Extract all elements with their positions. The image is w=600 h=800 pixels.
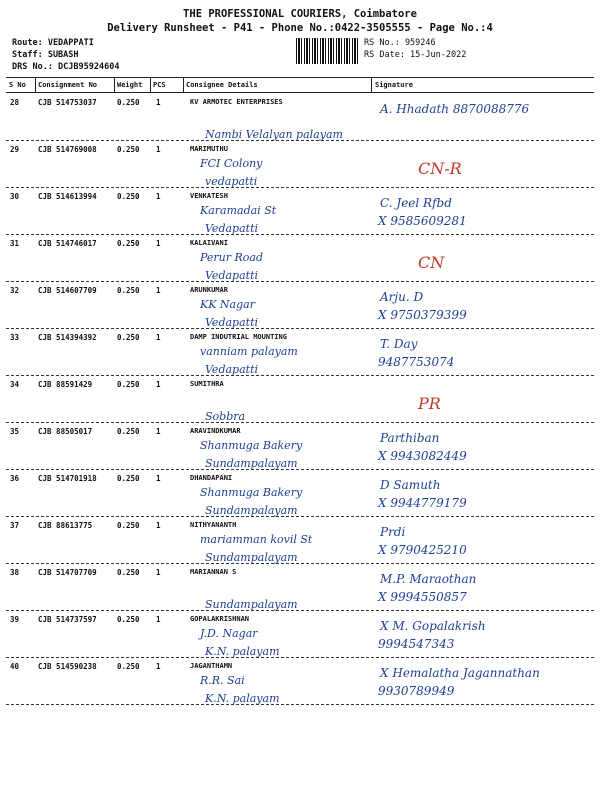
handwritten-address-line2: Sundampalayam (205, 598, 298, 611)
cell-consignment-no: CJB 514746017 (38, 239, 97, 248)
barcode (296, 38, 360, 64)
cell-consignment-no: CJB 514394392 (38, 333, 97, 342)
cell-consignment-no: CJB 514707709 (38, 568, 97, 577)
table-row (0, 611, 600, 658)
cell-consignment-no: CJB 514613994 (38, 192, 97, 201)
cell-consignee-name: DHANDAPANI (190, 474, 233, 482)
table-row (0, 188, 600, 235)
cell-pcs: 1 (156, 286, 161, 295)
table-row (0, 564, 600, 611)
handwritten-phone: 9487753074 (378, 355, 455, 369)
handwritten-signature: Arju. D (380, 290, 424, 304)
document-title: THE PROFESSIONAL COURIERS, Coimbatore (183, 8, 417, 20)
handwritten-phone: X 9943082449 (378, 449, 467, 463)
handwritten-address-line2: Vedapatti (205, 269, 259, 282)
handwritten-phone: 9930789949 (378, 684, 455, 698)
table-row (0, 141, 600, 188)
cell-sno: 30 (10, 192, 20, 201)
handwritten-remark: PR (418, 394, 441, 413)
handwritten-address-line2: Sundampalayam (205, 551, 298, 564)
cell-weight: 0.250 (117, 333, 140, 342)
handwritten-address-line2: vedapatti (205, 175, 258, 188)
handwritten-address-line1: J.D. Nagar (200, 627, 258, 640)
cell-pcs: 1 (156, 239, 161, 248)
cell-sno: 36 (10, 474, 20, 483)
table-row (0, 329, 600, 376)
cell-consignment-no: CJB 514769008 (38, 145, 97, 154)
handwritten-signature: M.P. Maraothan (380, 572, 477, 586)
handwritten-signature: A. Hhadath 8870088776 (380, 102, 530, 116)
cell-consignee-name: DAMP INDUTRIAL MOUNTING (190, 333, 287, 341)
cell-sno: 29 (10, 145, 20, 154)
handwritten-address-line2: Sobbra (205, 410, 246, 423)
table-top-border (6, 77, 594, 78)
cell-pcs: 1 (156, 333, 161, 342)
column-header-consignment: Consignment No (38, 81, 98, 89)
handwritten-signature: X M. Gopalakrish (380, 619, 486, 633)
cell-pcs: 1 (156, 615, 161, 624)
cell-sno: 40 (10, 662, 20, 671)
cell-consignment-no: CJB 514753037 (38, 98, 97, 107)
column-header-weight: Weight (117, 81, 143, 89)
handwritten-address-line2: Vedapatti (205, 363, 259, 376)
cell-pcs: 1 (156, 662, 161, 671)
cell-consignee-name: KV ARMOTEC ENTERPRISES (190, 98, 283, 106)
handwritten-phone: X 9750379399 (378, 308, 467, 322)
cell-consignee-name: SUMITHRA (190, 380, 224, 388)
cell-consignment-no: CJB 88613775 (38, 521, 93, 530)
cell-sno: 34 (10, 380, 20, 389)
handwritten-address-line2: Sundampalayam (205, 457, 298, 470)
column-header-pcs: PCS (153, 81, 166, 89)
cell-sno: 28 (10, 98, 20, 107)
column-header-consignee: Consignee Details (186, 81, 258, 89)
handwritten-address-line2: Nambi Velalyan palayam (205, 128, 343, 141)
handwritten-address-line1: vanniam palayam (200, 345, 298, 358)
rs-date: RS Date: 15-Jun-2022 (364, 50, 467, 60)
cell-pcs: 1 (156, 98, 161, 107)
table-row (0, 658, 600, 705)
table-row (0, 517, 600, 564)
table-header-border (6, 92, 594, 93)
cell-consignee-name: NITHYANANTH (190, 521, 237, 529)
cell-weight: 0.250 (117, 474, 140, 483)
handwritten-address-line1: Perur Road (200, 251, 264, 264)
handwritten-signature: Prdi (380, 525, 406, 539)
cell-weight: 0.250 (117, 145, 140, 154)
cell-pcs: 1 (156, 427, 161, 436)
cell-sno: 37 (10, 521, 20, 530)
handwritten-phone: X 9944779179 (378, 496, 467, 510)
cell-consignee-name: MARIANNAN S (190, 568, 237, 576)
handwritten-phone: X 9994550857 (378, 590, 467, 604)
handwritten-address-line1: KK Nagar (200, 298, 255, 311)
cell-pcs: 1 (156, 474, 161, 483)
handwritten-signature: C. Jeel Rfbd (380, 196, 452, 210)
staff-label: Staff: SUBASH (12, 50, 79, 60)
handwritten-address-line2: K.N. palayam (205, 692, 280, 705)
handwritten-address-line1: mariamman kovil St (200, 533, 313, 546)
cell-consignee-name: GOPALAKRISHNAN (190, 615, 250, 623)
cell-weight: 0.250 (117, 192, 140, 201)
cell-consignee-name: ARAVINDKUMAR (190, 427, 241, 435)
handwritten-address-line2: Vedapatti (205, 316, 259, 329)
handwritten-address-line1: R.R. Sai (200, 674, 245, 687)
handwritten-address-line1: FCI Colony (200, 157, 263, 170)
table-row (0, 423, 600, 470)
column-header-sno: S No (9, 81, 26, 89)
handwritten-address-line2: Vedapatti (205, 222, 259, 235)
handwritten-signature: T. Day (380, 337, 418, 351)
cell-pcs: 1 (156, 521, 161, 530)
drs-label: DRS No.: DCJB95924604 (12, 62, 120, 72)
cell-weight: 0.250 (117, 521, 140, 530)
rs-number: RS No.: 959246 (364, 38, 436, 48)
handwritten-address-line2: K.N. palayam (205, 645, 280, 658)
handwritten-remark: CN-R (418, 159, 462, 178)
cell-pcs: 1 (156, 192, 161, 201)
handwritten-phone: X 9790425210 (378, 543, 467, 557)
handwritten-signature: D Samuth (380, 478, 441, 492)
cell-pcs: 1 (156, 380, 161, 389)
cell-consignee-name: VENKATESH (190, 192, 228, 200)
col-divider (183, 78, 184, 92)
handwritten-phone: X 9585609281 (378, 214, 467, 228)
route-label: Route: VEDAPPATI (12, 38, 94, 48)
cell-weight: 0.250 (117, 98, 140, 107)
handwritten-address-line1: Shanmuga Bakery (200, 486, 303, 499)
cell-consignee-name: KALAIVANI (190, 239, 228, 247)
handwritten-signature: Parthiban (380, 431, 440, 445)
cell-weight: 0.250 (117, 568, 140, 577)
cell-consignment-no: CJB 514590238 (38, 662, 97, 671)
cell-sno: 35 (10, 427, 20, 436)
table-row (0, 94, 600, 141)
cell-sno: 33 (10, 333, 20, 342)
col-divider (150, 78, 151, 92)
table-row (0, 376, 600, 423)
cell-consignment-no: CJB 514737597 (38, 615, 97, 624)
handwritten-remark: CN (418, 253, 445, 272)
cell-weight: 0.250 (117, 239, 140, 248)
cell-pcs: 1 (156, 145, 161, 154)
cell-weight: 0.250 (117, 662, 140, 671)
column-header-signature: Signature (375, 81, 413, 89)
cell-weight: 0.250 (117, 286, 140, 295)
col-divider (35, 78, 36, 92)
cell-weight: 0.250 (117, 427, 140, 436)
cell-weight: 0.250 (117, 380, 140, 389)
col-divider (114, 78, 115, 92)
handwritten-phone: 9994547343 (378, 637, 455, 651)
handwritten-signature: X Hemalatha Jagannathan (380, 666, 540, 680)
document-subtitle: Delivery Runsheet - P41 - Phone No.:0422-3505555 - Page No.:4 (107, 22, 493, 34)
cell-consignee-name: MARIMUTHU (190, 145, 228, 153)
row-divider (6, 704, 594, 705)
cell-sno: 31 (10, 239, 20, 248)
cell-consignment-no: CJB 88591429 (38, 380, 93, 389)
table-row (0, 282, 600, 329)
cell-consignment-no: CJB 514701918 (38, 474, 97, 483)
handwritten-address-line1: Shanmuga Bakery (200, 439, 303, 452)
col-divider (371, 78, 372, 92)
cell-consignment-no: CJB 514607709 (38, 286, 97, 295)
cell-consignment-no: CJB 88505017 (38, 427, 93, 436)
cell-weight: 0.250 (117, 615, 140, 624)
handwritten-address-line2: Sundampalayam (205, 504, 298, 517)
table-row (0, 235, 600, 282)
cell-consignee-name: JAGANTHAMN (190, 662, 233, 670)
table-row (0, 470, 600, 517)
cell-sno: 39 (10, 615, 20, 624)
cell-consignee-name: ARUNKUMAR (190, 286, 228, 294)
cell-pcs: 1 (156, 568, 161, 577)
cell-sno: 32 (10, 286, 20, 295)
cell-sno: 38 (10, 568, 20, 577)
handwritten-address-line1: Karamadai St (200, 204, 277, 217)
